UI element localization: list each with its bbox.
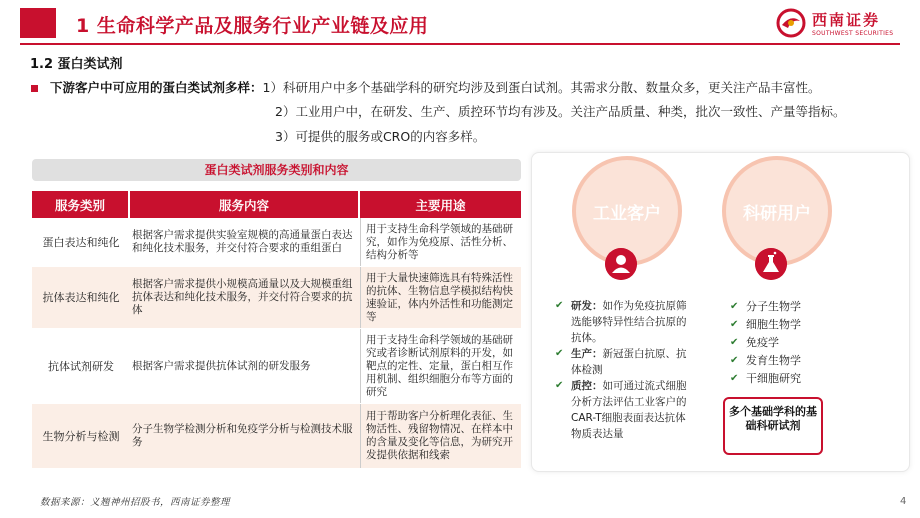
table-cell-content: 根据客户需求提供抗体试剂的研发服务 bbox=[132, 359, 311, 372]
table-cell-content: 根据客户需求提供实验室规模的高通量蛋白表达和纯化技术服务，并交付符合要求的重组蛋白 bbox=[132, 229, 353, 254]
table-cell-category: 抗体表达和纯化 bbox=[42, 291, 120, 304]
list-item-text: 如作为免疫抗原筛选能够特异性结合抗原的抗体。 bbox=[571, 300, 687, 344]
list-item-key: 生产： bbox=[571, 348, 603, 360]
logo-subtext: SOUTHWEST SECURITIES bbox=[812, 30, 894, 37]
intro-item-1: 1）科研用户中多个基础学科的研究均涉及到蛋白试剂。其需求分散、数量众多，更关注产品丰富性。 bbox=[262, 80, 821, 95]
intro-lead: 下游客户中可应用的蛋白类试剂多样： bbox=[50, 80, 263, 95]
table-cell-category: 抗体试剂研发 bbox=[48, 359, 114, 373]
check-icon: ✔ bbox=[730, 373, 739, 384]
industrial-list bbox=[555, 298, 695, 442]
list-item bbox=[555, 298, 695, 346]
header-divider bbox=[20, 43, 900, 45]
industrial-label: 工业客户 bbox=[593, 204, 661, 224]
list-item-key: 质控： bbox=[571, 380, 603, 392]
check-icon: ✔ bbox=[730, 301, 739, 312]
check-icon: ✔ bbox=[555, 380, 564, 391]
check-icon: ✔ bbox=[730, 337, 739, 348]
table-caption: 蛋白类试剂服务类别和内容 bbox=[32, 159, 521, 181]
list-item-text: 发育生物学 bbox=[746, 354, 801, 367]
table-cell-use: 用于支持生命科学领域的基础研究，如作为免疫原、活性分析、结构分析等 bbox=[360, 218, 521, 266]
check-icon: ✔ bbox=[555, 300, 564, 311]
section-heading: 1.2 蛋白类试剂 bbox=[30, 57, 123, 72]
list-item-text: 新冠蛋白抗原、抗体检测 bbox=[571, 348, 687, 376]
list-item bbox=[730, 298, 850, 316]
list-item bbox=[555, 378, 695, 442]
table-row bbox=[32, 404, 521, 469]
table-header-use: 主要用途 bbox=[360, 191, 521, 218]
check-icon: ✔ bbox=[730, 355, 739, 366]
logo-text: 西南证券 bbox=[812, 11, 881, 29]
services-table bbox=[32, 191, 521, 469]
logo-mark-icon bbox=[776, 8, 806, 38]
intro-item-3: 3）可提供的服务或CRO的内容多样。 bbox=[275, 129, 486, 144]
list-item bbox=[555, 346, 695, 378]
table-header-category: 服务类别 bbox=[32, 191, 130, 218]
company-logo bbox=[776, 6, 900, 42]
table-header-content: 服务内容 bbox=[130, 191, 360, 218]
table-cell-content: 根据客户需求提供小规模高通量以及大规模重组抗体表达和纯化技术服务，并交付符合要求的抗体 bbox=[132, 278, 353, 316]
table-cell-use: 用于帮助客户分析理化表征、生物活性、残留物情况、在样本中的含量及变化等信息，为研究开发提供依据和线索 bbox=[360, 404, 521, 468]
table-row bbox=[32, 329, 521, 404]
list-item-text: 干细胞研究 bbox=[746, 372, 801, 385]
table-header-row bbox=[32, 191, 521, 218]
table-row bbox=[32, 267, 521, 329]
table-cell-use: 用于大量快速筛选具有特殊活性的抗体、生物信息学模拟结构快速验证，体内外活性和功能测定等 bbox=[360, 267, 521, 328]
list-item-text: 免疫学 bbox=[746, 336, 779, 349]
header-accent-bar bbox=[20, 8, 56, 38]
list-item-text: 如可通过流式细胞分析方法评估工业客户的CAR-T细胞表面表达抗体物质表达量 bbox=[571, 380, 687, 440]
page-number: 4 bbox=[900, 496, 907, 507]
list-item-key: 研发： bbox=[571, 300, 603, 312]
table-cell-category: 蛋白表达和纯化 bbox=[42, 235, 120, 249]
list-item bbox=[730, 370, 850, 388]
flask-icon bbox=[755, 248, 787, 280]
intro-line-1 bbox=[50, 78, 820, 96]
list-item bbox=[730, 316, 850, 334]
list-item bbox=[730, 334, 850, 352]
list-item-text: 细胞生物学 bbox=[746, 318, 801, 331]
list-item bbox=[730, 352, 850, 370]
list-item-text: 分子生物学 bbox=[746, 300, 801, 313]
check-icon: ✔ bbox=[730, 319, 739, 330]
bullet-square-icon bbox=[31, 85, 38, 92]
data-source: 数据来源：义翘神州招股书，西南证券整理 bbox=[40, 497, 231, 508]
person-icon bbox=[605, 248, 637, 280]
page-title: 1 生命科学产品及服务行业产业链及应用 bbox=[76, 15, 429, 37]
research-label: 科研用户 bbox=[743, 204, 811, 224]
intro-item-2: 2）工业用户中，在研发、生产、质控环节均有涉及。关注产品质量、种类，批次一致性、产量等指标。 bbox=[275, 104, 846, 119]
research-summary-box: 多个基础学科的基础科研试剂 bbox=[723, 397, 823, 455]
table-row bbox=[32, 218, 521, 267]
table-cell-content: 分子生物学检测分析和免疫学分析与检测技术服务 bbox=[132, 423, 353, 448]
research-list bbox=[730, 298, 850, 388]
table-cell-use: 用于支持生命科学领域的基础研究或者诊断试剂原料的开发，如靶点的定性、定量，蛋白相互作用机制、组织细胞分布等方面的研究 bbox=[360, 329, 521, 403]
table-cell-category: 生物分析与检测 bbox=[42, 429, 120, 443]
check-icon: ✔ bbox=[555, 348, 564, 359]
